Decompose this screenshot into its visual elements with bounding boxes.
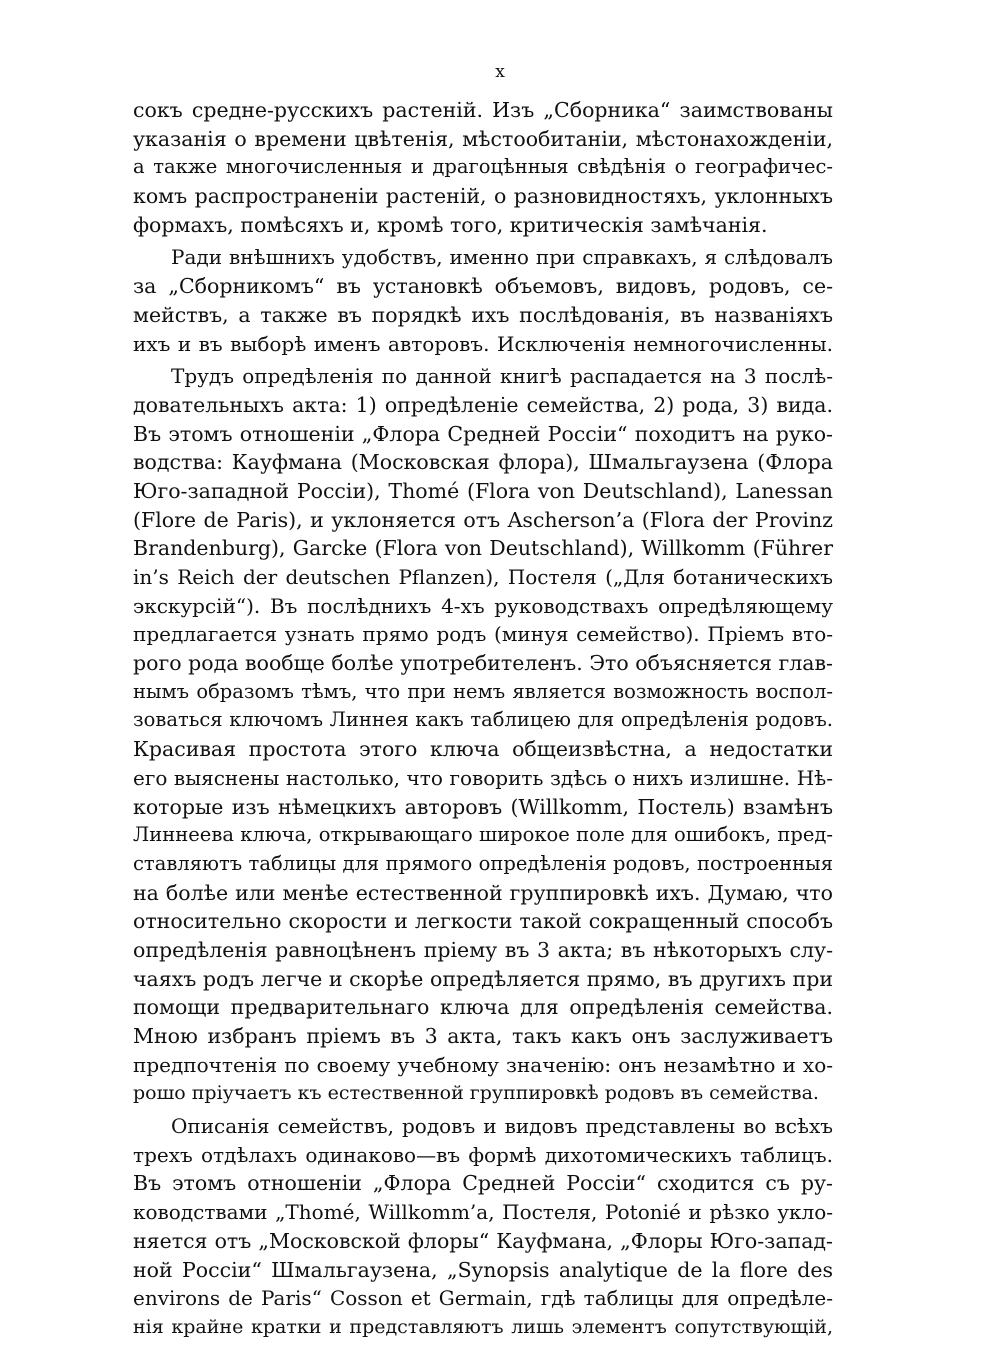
text-line: ководствами „Thomé, Willkomm’a, Постеля, Potonié и рѣзко укло- [133, 1200, 833, 1225]
page-number: x [495, 62, 505, 82]
text-line: Въ этомъ отношенiи „Флора Средней Россiи“ сходится съ ру- [133, 1171, 833, 1196]
text-line: Красивая простота этого ключа общеизвѣстна, а недостатки [133, 737, 833, 762]
text-line: на болѣе или менѣе естественной группировкѣ ихъ. Думаю, что [133, 880, 833, 905]
paragraph-4 [133, 1112, 833, 1342]
text-line: Описанiя семействъ, родовъ и видовъ представлены во всѣхъ [171, 1114, 833, 1139]
text-line: Brandenburg), Garcke (Flora von Deutschland), Willkomm (Führer [133, 536, 833, 561]
text-line: комъ распространенiи растенiй, о разновидностяхъ, уклонныхъ [133, 184, 833, 209]
paragraph-3 [133, 362, 833, 1108]
text-line: водства: Кауфмана (Московская флора), Шмальгаузена (Флора [133, 450, 833, 475]
text-line: трехъ отдѣлахъ одинаково—въ формѣ дихотомическихъ таблицъ. [133, 1142, 833, 1167]
text-line: Въ этомъ отношенiи „Флора Средней Россiи“ походитъ на руко- [133, 421, 833, 446]
paragraph-2 [133, 243, 833, 358]
text-line: указанiя о времени цвѣтенiя, мѣстообитанiи, мѣстонахожденiи, [133, 126, 833, 151]
text-line: сокъ средне-русскихъ растенiй. Изъ „Сборника“ заимствованы [133, 98, 833, 122]
text-line: за „Сборникомъ“ въ установкѣ объемовъ, видовъ, родовъ, се- [133, 274, 833, 299]
text-line: (Flore de Paris), и уклоняется отъ Ascherson’a (Flora der Provinz [133, 507, 833, 532]
text-line: рошо прiучаетъ къ естественной группировкѣ родовъ въ семейства. [133, 1082, 819, 1105]
text-line: ихъ и въ выборѣ именъ авторовъ. Исключенiя немногочисленны. [133, 331, 833, 356]
text-line: формахъ, помѣсяхъ и, кромѣ того, критическiя замѣчанiя. [133, 212, 768, 237]
text-line: нымъ образомъ тѣмъ, что при немъ является возможность воспол- [133, 679, 833, 703]
text-line: Юго-западной Россiи), Thomé (Flora von Deutschland), Lanessan [133, 478, 833, 503]
text-line: ставляютъ таблицы для прямого опредѣленiя родовъ, построенныя [133, 851, 833, 875]
text-line: environs de Paris“ Cosson et Germain, гдѣ таблицы для опредѣле- [133, 1286, 833, 1311]
text-line: ной Россiи“ Шмальгаузена, „Synopsis analytique de la flore des [133, 1257, 833, 1282]
text-line: относительно скорости и легкости такой сокращенный способъ [133, 909, 833, 934]
text-line: Линнеева ключа, открывающаго широкое поле для ошибокъ, пред- [133, 823, 833, 847]
text-line: которые изъ нѣмецкихъ авторовъ (Willkomm, Постель) взамѣнъ [133, 794, 833, 819]
paragraph-1 [133, 96, 833, 239]
text-line: Мною избранъ прiемъ въ 3 акта, такъ какъ онъ заслуживаетъ [133, 1024, 833, 1048]
text-line: няется отъ „Московской флоры“ Кауфмана, „Флоры Юго-запад- [133, 1228, 833, 1253]
text-line: опредѣленiя равноцѣненъ прiему въ 3 акта; въ нѣкоторыхъ слу- [133, 937, 833, 962]
text-line: рого рода вообще болѣе употребителенъ. Это объясняется глав- [133, 651, 833, 676]
text-line: чаяхъ родъ легче и скорѣе опредѣляется прямо, въ другихъ при [133, 966, 833, 991]
text-line: зоваться ключомъ Линнея какъ таблицею для опредѣленiя родовъ. [133, 708, 833, 732]
text-line: Ради внѣшнихъ удобствъ, именно при справкахъ, я слѣдовалъ [171, 245, 833, 270]
text-line: нiя крайне кратки и представляютъ лишь элементъ сопутствующiй, [133, 1315, 833, 1338]
text-line: экскурсiй“). Въ послѣднихъ 4-хъ руководствахъ опредѣляющему [133, 593, 833, 618]
text-line: помощи предварительнаго ключа для опредѣленiя семейства. [133, 995, 833, 1020]
text-line: in’s Reich der deutschen Pflanzen), Постеля („Для ботаническихъ [133, 565, 833, 589]
text-line: предлагается узнать прямо родъ (минуя семейство). Прiемъ вто- [133, 622, 833, 647]
text-line: а также многочисленныя и драгоцѣнныя свѣдѣнiя о географичес- [133, 155, 833, 179]
text-line: Трудъ опредѣленiя по данной книгѣ распадается на 3 послѣ- [171, 364, 833, 389]
text-line: мействъ, а также въ порядкѣ ихъ послѣдованiя, въ названiяхъ [133, 302, 833, 327]
text-line: предпочтенiя по своему учебному значенiю: онъ незамѣтно и хо- [133, 1052, 833, 1077]
text-line: его выяснены настолько, что говорить здѣсь о нихъ излишне. Нѣ- [133, 765, 833, 790]
body-text [133, 96, 833, 1346]
text-line: довательныхъ акта: 1) опредѣленiе семейства, 2) рода, 3) вида. [133, 392, 833, 417]
